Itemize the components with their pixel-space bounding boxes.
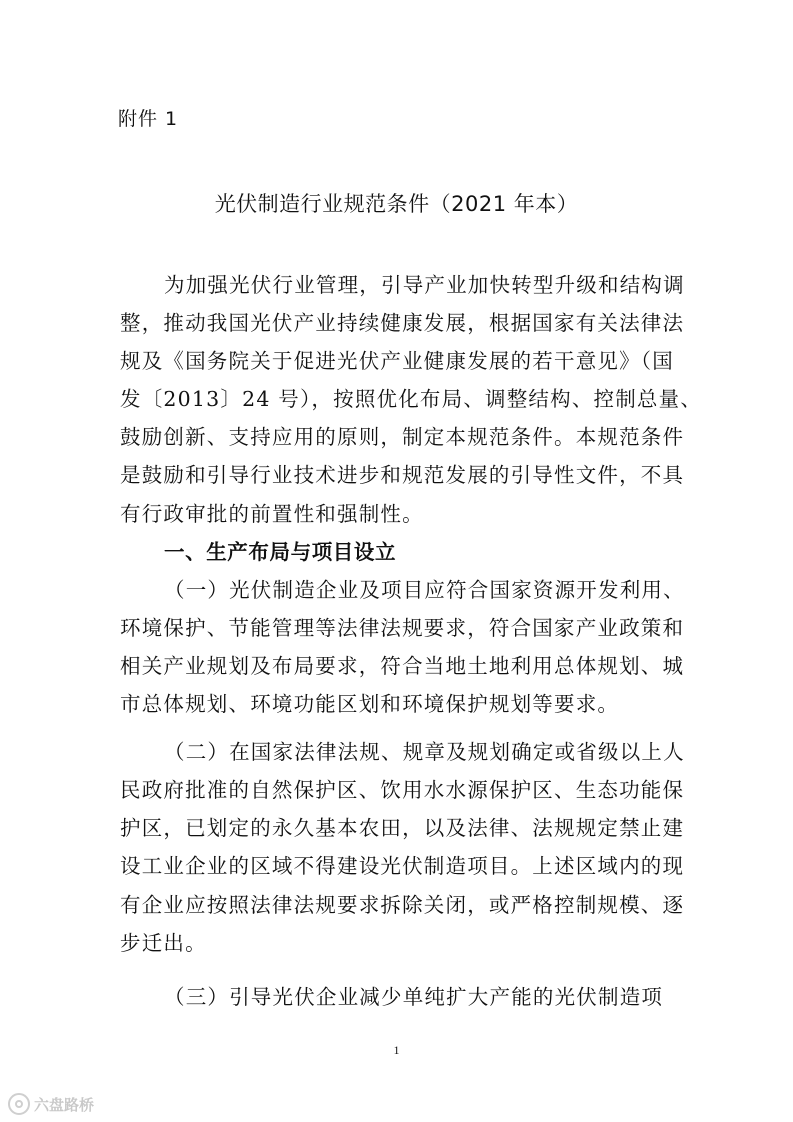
item1-line: 相关产业规划及布局要求，符合当地土地利用总体规划、城 xyxy=(120,653,685,678)
intro-line: 规及《国务院关于促进光伏产业健康发展的若干意见》（国 xyxy=(120,349,674,374)
item2-line: 护区，已划定的永久基本农田，以及法律、法规规定禁止建 xyxy=(120,816,685,841)
item2-line: 有企业应按照法律法规要求拆除关闭，或严格控制规模、逐 xyxy=(120,892,685,917)
intro-line: 鼓励创新、支持应用的原则，制定本规范条件。本规范条件 xyxy=(120,425,685,450)
item1-line: （一）光伏制造企业及项目应符合国家资源开发利用、 xyxy=(164,577,685,602)
section-heading: 一、生产布局与项目设立 xyxy=(164,539,397,564)
watermark xyxy=(8,1093,94,1115)
watermark-logo-icon xyxy=(8,1093,30,1115)
item3-line: （三）引导光伏企业减少单纯扩大产能的光伏制造项 xyxy=(164,984,664,1009)
intro-line: 发〔2013〕24 号），按照优化布局、调整结构、控制总量、 xyxy=(120,387,703,412)
intro-line: 整，推动我国光伏产业持续健康发展，根据国家有关法律法 xyxy=(120,311,685,336)
document-title: 光伏制造行业规范条件（2021 年本） xyxy=(214,192,579,216)
intro-line: 为加强光伏行业管理，引导产业加快转型升级和结构调 xyxy=(164,273,685,297)
intro-line: 有行政审批的前置性和强制性。 xyxy=(120,501,424,526)
item1-line: 市总体规划、环境功能区划和环境保护规划等要求。 xyxy=(120,692,620,717)
item2-line: （二）在国家法律法规、规章及规划确定或省级以上人 xyxy=(164,740,685,765)
item2-line: 民政府批准的自然保护区、饮用水水源保护区、生态功能保 xyxy=(120,778,685,803)
attachment-label: 附件 1 xyxy=(118,108,179,130)
document-body xyxy=(120,266,703,1016)
item2-line: 步迁出。 xyxy=(120,930,207,955)
watermark-text: 六盘路桥 xyxy=(34,1095,95,1114)
item2-line: 设工业企业的区域不得建设光伏制造项目。上述区域内的现 xyxy=(120,854,685,879)
item1-line: 环境保护、节能管理等法律法规要求，符合国家产业政策和 xyxy=(120,615,685,640)
intro-line: 是鼓励和引导行业技术进步和规范发展的引导性文件，不具 xyxy=(120,463,685,488)
page-number: 1 xyxy=(393,1043,400,1057)
